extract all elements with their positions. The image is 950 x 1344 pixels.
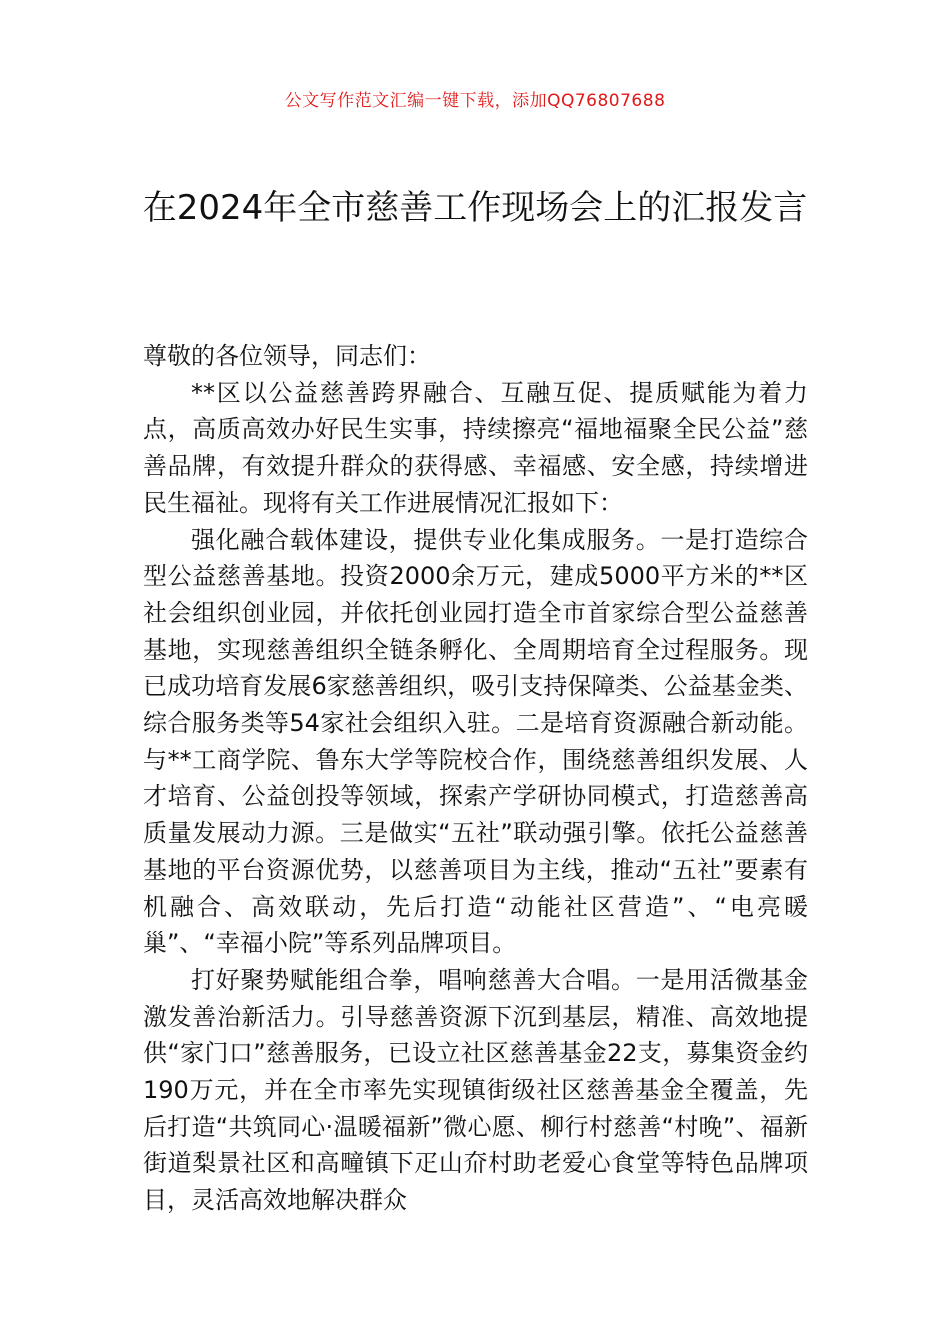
paragraph-integration: 强化融合载体建设，提供专业化集成服务。一是打造综合型公益慈善基地。投资2000余万元，建成5000平方米的**区社会组织创业园，并依托创业园打造全市首家综合型公益慈善基地，实现慈善组织全链条孵化、全周期培育全过程服务。现已成功培育发展6家慈善组织，吸引支持保障类、公益基金类、综合服务类等54家社会组织入驻。二是培育资源融合新动能。与**工商学院、鲁东大学等院校合作，围绕慈善组织发展、人才培育、公益创投等领域，探索产学研协同模式，打造慈善高质量发展动力源。三是做实“五社”联动强引擎。依托公益慈善基地的平台资源优势，以慈善项目为主线，推动“五社”要素有机融合、高效联动，先后打造“动能社区营造”、“电亮暖巢”、“幸福小院”等系列品牌项目。 (143, 525, 808, 958)
document-body (143, 338, 808, 1219)
header-promo-text: 公文写作范文汇编一键下载，添加QQ76807688 (284, 91, 666, 111)
page-title: 在2024年全市慈善工作现场会上的汇报发言 (142, 188, 808, 228)
salutation: 尊敬的各位领导，同志们： (143, 342, 431, 370)
paragraph-synergy: 打好聚势赋能组合拳，唱响慈善大合唱。一是用活微基金激发善治新活力。引导慈善资源下沉到基层，精准、高效地提供“家门口”慈善服务，已设立社区慈善基金22支，募集资金约190万元，并在全市率先实现镇街级社区慈善基金全覆盖，先后打造“共筑同心·温暖福新”微心愿、柳行村慈善“村晚”、福新街道梨景社区和高疃镇下疋山夼村助老爱心食堂等特色品牌项目，灵活高效地解决群众 (143, 965, 808, 1215)
paragraph-intro: **区以公益慈善跨界融合、互融互促、提质赋能为着力点，高质高效办好民生实事，持续擦亮“福地福聚全民公益”慈善品牌，有效提升群众的获得感、幸福感、安全感，持续增进民生福祉。现将有关工作进展情况汇报如下： (143, 378, 808, 517)
